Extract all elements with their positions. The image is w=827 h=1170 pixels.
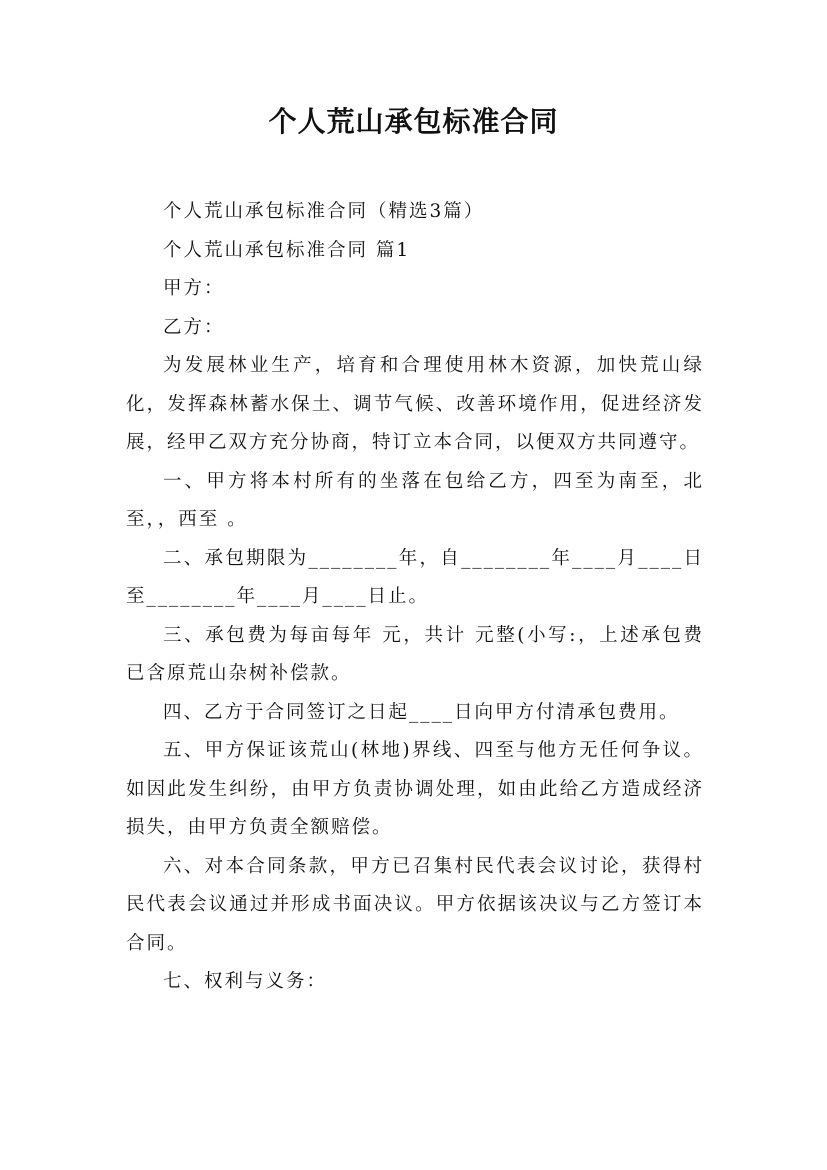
- paragraph-clause-1: 一、甲方将本村所有的坐落在包给乙方，四至为南至，北至，，西至 。: [126, 470, 704, 530]
- paragraph-section-heading: 个人荒山承包标准合同 篇1: [163, 239, 411, 261]
- paragraph-clause-6: 六、对本合同条款，甲方已召集村民代表会议讨论，获得村民代表会议通过并形成书面决议。甲方依据该决议与乙方签订本合同。: [126, 855, 704, 954]
- paragraph-clause-5: 五、甲方保证该荒山(林地)界线、四至与他方无任何争议。如因此发生纠纷，由甲方负责协调处理，如由此给乙方造成经济损失，由甲方负责全额赔偿。: [126, 740, 704, 838]
- paragraph-subtitle: 个人荒山承包标准合同（精选3篇）: [163, 201, 485, 222]
- document-title: 个人荒山承包标准合同: [268, 105, 559, 138]
- paragraph-preamble: 为发展林业生产，培育和合理使用林木资源，加快荒山绿化，发挥森林蓄水保土、调节气候、改善环境作用，促进经济发展，经甲乙双方充分协商，特订立本合同，以便双方共同遵守。: [126, 355, 704, 453]
- document-body: [126, 193, 704, 1002]
- paragraph-clause-7: 七、权利与义务：: [163, 971, 328, 992]
- paragraph-party-b: 乙方：: [163, 316, 225, 338]
- paragraph-clause-4: 四、乙方于合同签订之日起____日向甲方付清承包费用。: [163, 701, 680, 723]
- paragraph-clause-2: 二、承包期限为________年，自________年____月____日至________年____月____日止。: [126, 547, 704, 607]
- paragraph-clause-3: 三、承包费为每亩每年 元，共计 元整(小写:，上述承包费已含原荒山杂树补偿款。: [126, 624, 704, 684]
- paragraph-party-a: 甲方：: [163, 278, 225, 299]
